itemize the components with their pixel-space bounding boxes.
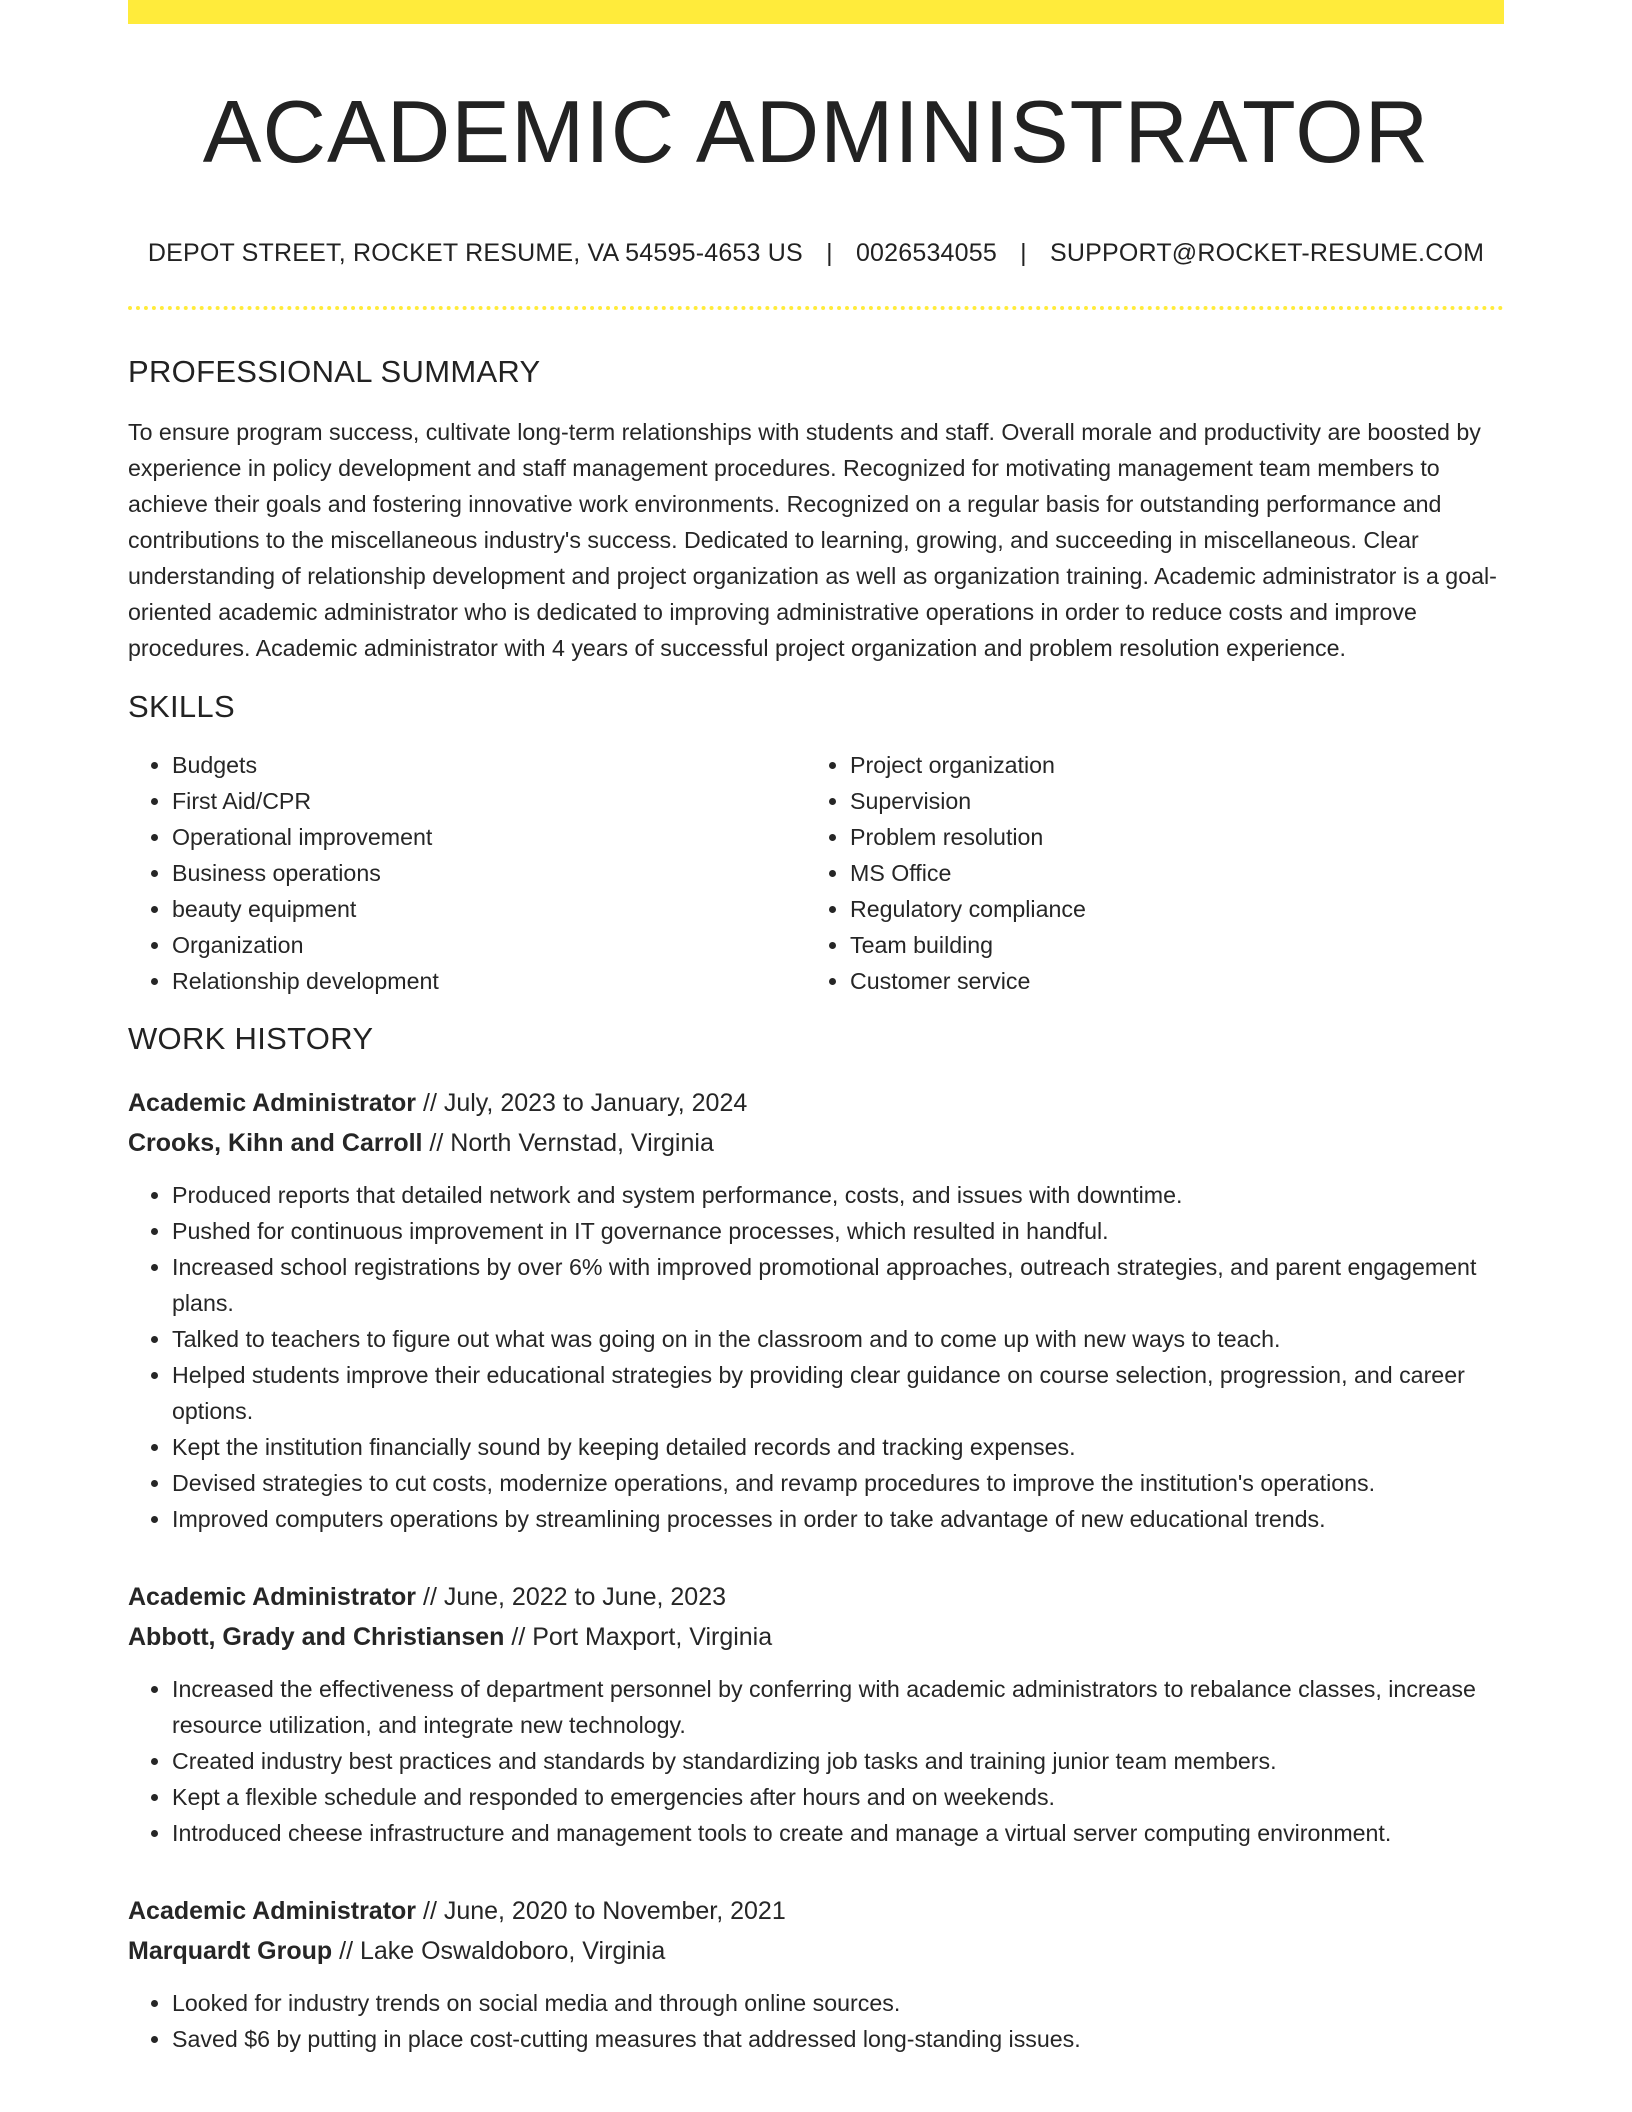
skill-item: • Team building xyxy=(850,927,1484,963)
contact-phone: 0026534055 xyxy=(855,238,997,267)
job-location: // North Vernstad, Virginia xyxy=(422,1128,714,1157)
job-bullets xyxy=(128,1177,1504,1537)
job-entry xyxy=(128,1083,1504,1537)
job-company-line xyxy=(128,1617,1504,1657)
contact-separator: | xyxy=(826,238,833,267)
job-dates: // July, 2023 to January, 2024 xyxy=(416,1088,748,1117)
job-bullet: • Created industry best practices and standards by standardizing job tasks and training junior team members. xyxy=(172,1743,1504,1779)
job-bullet: • Increased the effectiveness of department personnel by conferring with academic administrators to rebalance classes, increase resource utilization, and integrate new technology. xyxy=(172,1671,1504,1743)
job-entry xyxy=(128,1577,1504,1851)
contact-line xyxy=(128,239,1504,268)
contact-separator: | xyxy=(1020,238,1027,267)
job-company: Marquardt Group xyxy=(128,1936,333,1965)
skills-column-right xyxy=(806,747,1484,999)
job-bullet: • Talked to teachers to figure out what was going on in the classroom and to come up with new ways to teach. xyxy=(172,1321,1504,1357)
skill-item: • Regulatory compliance xyxy=(850,891,1484,927)
work-history-heading: WORK HISTORY xyxy=(128,1020,374,1056)
summary-text: To ensure program success, cultivate long-term relationships with students and staff. Overall morale and productivity are boosted by experience in policy development and staff management procedures. Recognized for motivating management team members to achieve their goals and fostering innovative work environments. Recognized on a regular basis for outstanding performance and contributions to the miscellaneous industry's success. Dedicated to learning, growing, and succeeding in miscellaneous. Clear understanding of relationship development and project organization as well as organization training. Academic administrator is a goal-oriented academic administrator who is dedicated to improving administrative operations in order to reduce costs and improve procedures. Academic administrator with 4 years of successful project organization and problem resolution experience. xyxy=(128,418,1497,661)
job-title-line xyxy=(128,1577,1504,1617)
job-company: Abbott, Grady and Christiansen xyxy=(128,1622,505,1651)
skill-item: • MS Office xyxy=(850,855,1484,891)
skill-item: • Customer service xyxy=(850,963,1484,999)
skills-list xyxy=(128,747,1504,999)
skill-item: • Project organization xyxy=(850,747,1484,783)
skill-item: • Organization xyxy=(172,927,806,963)
skill-item: • Relationship development xyxy=(172,963,806,999)
skill-item: • Business operations xyxy=(172,855,806,891)
summary-heading: PROFESSIONAL SUMMARY xyxy=(128,353,541,389)
skills-heading: SKILLS xyxy=(128,688,235,724)
job-bullet: • Increased school registrations by over 6% with improved promotional approaches, outreach strategies, and parent engagement plans. xyxy=(172,1249,1504,1321)
job-bullet: • Introduced cheese infrastructure and management tools to create and manage a virtual server computing environment. xyxy=(172,1815,1504,1851)
skill-item: • Supervision xyxy=(850,783,1484,819)
job-bullet: • Helped students improve their educational strategies by providing clear guidance on course selection, progression, and career options. xyxy=(172,1357,1504,1429)
skills-column-left xyxy=(128,747,806,999)
accent-bar xyxy=(128,0,1504,24)
job-title-line xyxy=(128,1083,1504,1123)
contact-email: SUPPORT@ROCKET-RESUME.COM xyxy=(1050,238,1485,267)
job-bullet: • Kept a flexible schedule and responded to emergencies after hours and on weekends. xyxy=(172,1779,1504,1815)
job-title-line xyxy=(128,1891,1504,1931)
job-role: Academic Administrator xyxy=(128,1896,417,1925)
job-location: // Lake Oswaldoboro, Virginia xyxy=(332,1936,666,1965)
job-role: Academic Administrator xyxy=(128,1582,417,1611)
dotted-divider xyxy=(128,306,1504,310)
job-company: Crooks, Kihn and Carroll xyxy=(128,1128,423,1157)
job-bullet: • Produced reports that detailed network and system performance, costs, and issues with downtime. xyxy=(172,1177,1504,1213)
job-role: Academic Administrator xyxy=(128,1088,417,1117)
job-bullets xyxy=(128,1671,1504,1851)
job-location: // Port Maxport, Virginia xyxy=(504,1622,773,1651)
skill-item: • Operational improvement xyxy=(172,819,806,855)
job-company-line xyxy=(128,1123,1504,1163)
job-bullets xyxy=(128,1985,1504,2057)
job-bullet: • Looked for industry trends on social media and through online sources. xyxy=(172,1985,1504,2021)
skill-item: • Budgets xyxy=(172,747,806,783)
skill-item: • Problem resolution xyxy=(850,819,1484,855)
skill-item: • First Aid/CPR xyxy=(172,783,806,819)
skill-item: • beauty equipment xyxy=(172,891,806,927)
resume-name: ACADEMIC ADMINISTRATOR xyxy=(202,82,1430,181)
job-company-line xyxy=(128,1931,1504,1971)
job-bullet: • Improved computers operations by streamlining processes in order to take advantage of new educational trends. xyxy=(172,1501,1504,1537)
job-bullet: • Devised strategies to cut costs, modernize operations, and revamp procedures to improve the institution's operations. xyxy=(172,1465,1504,1501)
job-dates: // June, 2022 to June, 2023 xyxy=(416,1582,727,1611)
job-bullet: • Saved $6 by putting in place cost-cutting measures that addressed long-standing issues. xyxy=(172,2021,1504,2057)
job-bullet: • Pushed for continuous improvement in IT governance processes, which resulted in handful. xyxy=(172,1213,1504,1249)
contact-address: DEPOT STREET, ROCKET RESUME, VA 54595-4653 US xyxy=(147,238,803,267)
job-dates: // June, 2020 to November, 2021 xyxy=(416,1896,786,1925)
resume-page xyxy=(128,0,1504,2057)
job-entry xyxy=(128,1891,1504,2057)
job-bullet: • Kept the institution financially sound by keeping detailed records and tracking expenses. xyxy=(172,1429,1504,1465)
